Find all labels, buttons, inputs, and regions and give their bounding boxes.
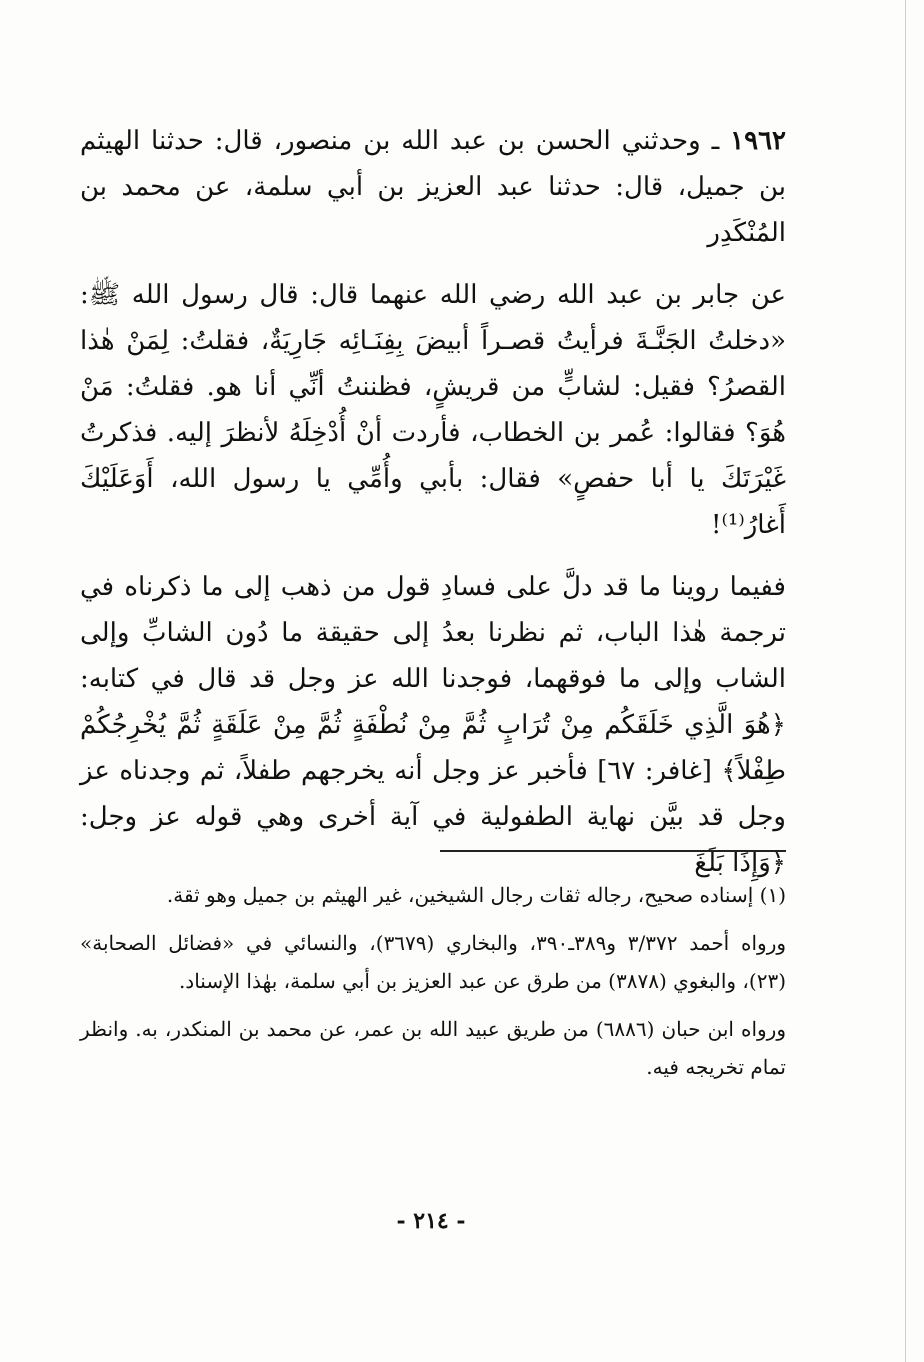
isnad-text: ـ وحدثني الحسن بن عبد الله بن منصور، قال: حدثنا الهيثم بن جميل، قال: حدثنا عبد العزيز بن أبي سلمة، عن محمد بن المُنْكَدِر	[80, 126, 786, 248]
footnote-2: ورواه أحمد ٣/٣٧٢ و٣٨٩ـ٣٩٠، والبخاري (٣٦٧٩)، والنسائي في «فضائل الصحابة» (٢٣)، والبغوي (٣٨٧٨) من طرق عن عبد العزيز بن أبي سلمة، بهٰذا الإسناد.	[80, 931, 787, 993]
isnad-paragraph	[80, 118, 786, 256]
footnote-1: (١) إسناده صحيح، رجاله ثقات رجال الشيخين، غير الهيثم بن جميل وهو ثقة.	[166, 883, 786, 907]
footnote-separator	[440, 850, 786, 852]
footnote-3: ورواه ابن حبان (٦٨٨٦) من طريق عبيد الله بن عمر، عن محمد بن المنكدر، به. وانظر تمام تخريجه فيه.	[80, 1017, 786, 1079]
hadith-number: ١٩٦٢	[730, 126, 786, 156]
footnotes	[80, 876, 786, 1086]
page-edge-line	[905, 0, 906, 1362]
commentary-paragraph: ففيما روينا ما قد دلَّ على فسادِ قول من ذهب إلى ما ذكرناه في ترجمة هٰذا الباب، ثم نظرنا بعدُ إلى حقيقة ما دُون الشابِّ وإلى الشاب وإلى ما فوقهما، فوجدنا الله عز وجل قد قال في كتابه: ﴿هُوَ الَّذِي خَلَقَكُم مِنْ تُرَابٍ ثُمَّ مِنْ نُطْفَةٍ ثُمَّ مِنْ عَلَقَةٍ ثُمَّ يُخْرِجُكُمْ طِفْلاً﴾ [غافر: ٦٧] فأخبر عز وجل أنه يخرجهم طفلاً، ثم وجدناه عز وجل قد بيَّن نهاية الطفولية في آية أخرى وهي قوله عز وجل: ﴿وَإِذَا بَلَغَ	[80, 572, 786, 878]
main-text	[80, 118, 786, 886]
page-number: - ٢١٤ -	[396, 1208, 466, 1234]
matn-paragraph: عن جابر بن عبد الله رضي الله عنهما قال: قال رسول الله ﷺ: «دخلتُ الجَنَّـةَ فرأيتُ قصـراً أبيضَ بِفِنَـائِه جَارِيَةٌ، فقلتُ: لِمَنْ هٰذا القصرُ؟ فقيل: لشابٍّ من قريشٍ، فظننتُ أنِّي أنا هو. فقلتُ: مَنْ هُوَ؟ فقالوا: عُمر بن الخطاب، فأردت أنْ أُدْخِلَهُ لأنظرَ إليه. فذكرتُ غَيْرَتَكَ يا أبا حفصٍ» فقال: بأبي وأُمِّي يا رسول الله، أَوَعَلَيْكَ أَغارُ⁽¹⁾!	[80, 280, 786, 540]
